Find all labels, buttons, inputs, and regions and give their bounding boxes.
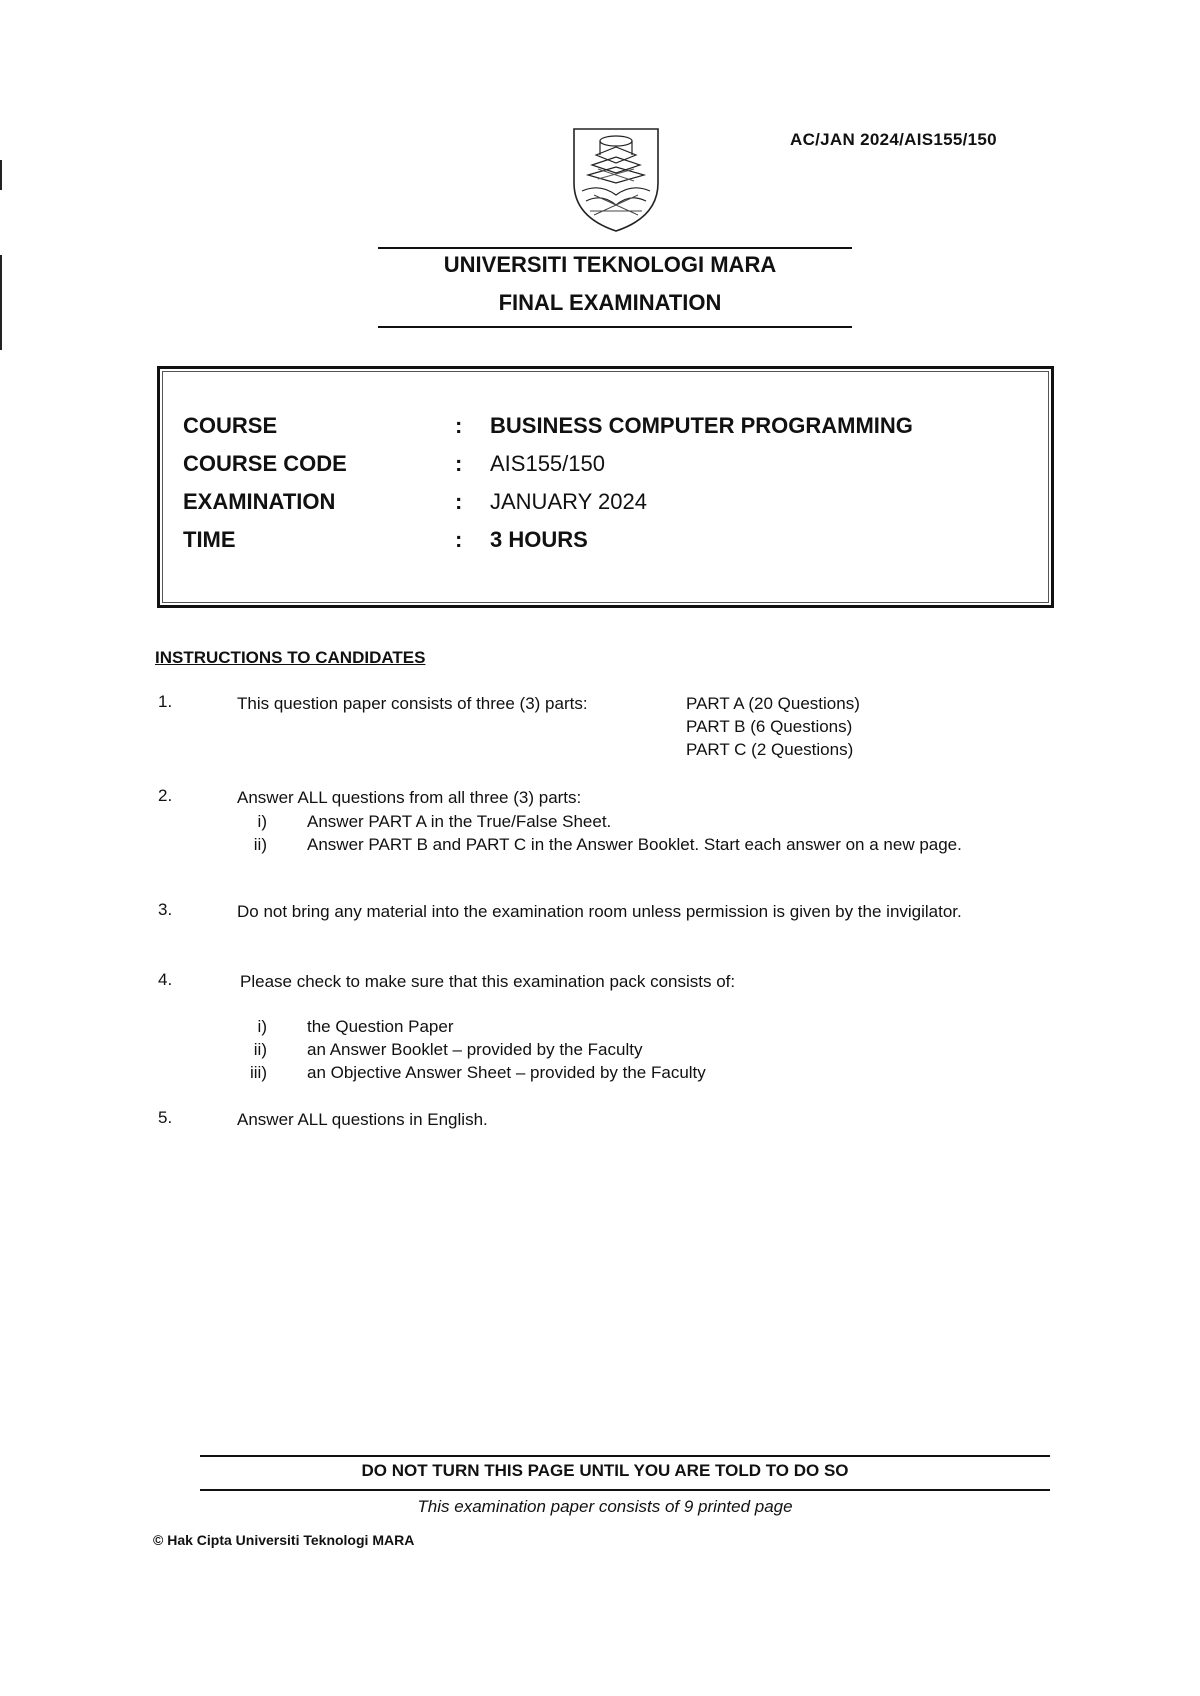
sub-item <box>237 1038 1054 1061</box>
instruction-text: Please check to make sure that this examination pack consists of: <box>240 972 736 991</box>
university-crest-icon <box>570 125 662 235</box>
sub-item-text: Answer PART A in the True/False Sheet. <box>307 812 612 831</box>
sub-item-marker: ii) <box>253 835 267 854</box>
examination-value: JANUARY 2024 <box>490 489 647 514</box>
sub-item-text: an Answer Booklet – provided by the Faculty <box>307 1040 643 1059</box>
scan-artifact <box>0 255 2 350</box>
course-code-label: COURSE CODE <box>183 451 347 476</box>
footer-bottom-rule <box>200 1489 1050 1491</box>
exam-title: FINAL EXAMINATION <box>498 290 722 315</box>
instruction-text: Answer ALL questions from all three (3) parts: <box>237 788 582 807</box>
time-label: TIME <box>183 527 236 552</box>
sub-item-marker: ii) <box>253 1040 267 1059</box>
course-colon: : <box>455 413 463 438</box>
course-value: BUSINESS COMPUTER PROGRAMMING <box>490 413 913 438</box>
parts-list <box>686 692 860 761</box>
sub-item-marker: i) <box>257 812 267 831</box>
examination-label: EXAMINATION <box>183 489 336 514</box>
instruction-number: 5. <box>158 1108 173 1127</box>
paper-code: AC/JAN 2024/AIS155/150 <box>790 130 997 149</box>
title-bottom-rule <box>378 326 852 328</box>
instruction-number: 2. <box>158 786 173 805</box>
sub-item-marker: iii) <box>250 1063 267 1082</box>
sub-item-text: an Objective Answer Sheet – provided by the Faculty <box>307 1063 706 1082</box>
sub-item <box>237 810 1054 833</box>
time-colon: : <box>455 527 463 552</box>
printed-pages-note: This examination paper consists of 9 printed page <box>417 1497 793 1516</box>
instruction-number: 3. <box>158 900 173 919</box>
title-top-rule <box>378 247 852 249</box>
scan-artifact <box>0 160 2 190</box>
course-code-colon: : <box>455 451 463 476</box>
sub-item <box>237 833 1054 879</box>
do-not-turn-warning: DO NOT TURN THIS PAGE UNTIL YOU ARE TOLD TO DO SO <box>361 1461 849 1480</box>
course-code-value: AIS155/150 <box>490 451 605 476</box>
instruction-number: 1. <box>158 692 173 711</box>
course-label: COURSE <box>183 413 278 438</box>
instruction-text: Answer ALL questions in English. <box>237 1110 488 1129</box>
instruction-text: Do not bring any material into the examination room unless permission is given by the invigilator. <box>237 902 962 921</box>
instruction-number: 4. <box>158 970 173 989</box>
examination-colon: : <box>455 489 463 514</box>
sub-item <box>237 1061 1054 1084</box>
sub-item-marker: i) <box>257 1017 267 1036</box>
sub-item-text: Answer PART B and PART C in the Answer Booklet. Start each answer on a new page. <box>307 835 962 854</box>
university-name: UNIVERSITI TEKNOLOGI MARA <box>443 252 777 277</box>
instructions-heading: INSTRUCTIONS TO CANDIDATES <box>155 648 426 667</box>
sub-item <box>237 1015 1054 1038</box>
part-b: PART B (6 Questions) <box>686 717 853 736</box>
footer-top-rule <box>200 1455 1050 1457</box>
part-c: PART C (2 Questions) <box>686 740 854 759</box>
part-a: PART A (20 Questions) <box>686 694 860 713</box>
sub-item-text: the Question Paper <box>307 1017 454 1036</box>
instruction-text: This question paper consists of three (3) parts: <box>237 694 588 713</box>
copyright-notice: © Hak Cipta Universiti Teknologi MARA <box>153 1532 415 1548</box>
time-value: 3 HOURS <box>490 527 588 552</box>
